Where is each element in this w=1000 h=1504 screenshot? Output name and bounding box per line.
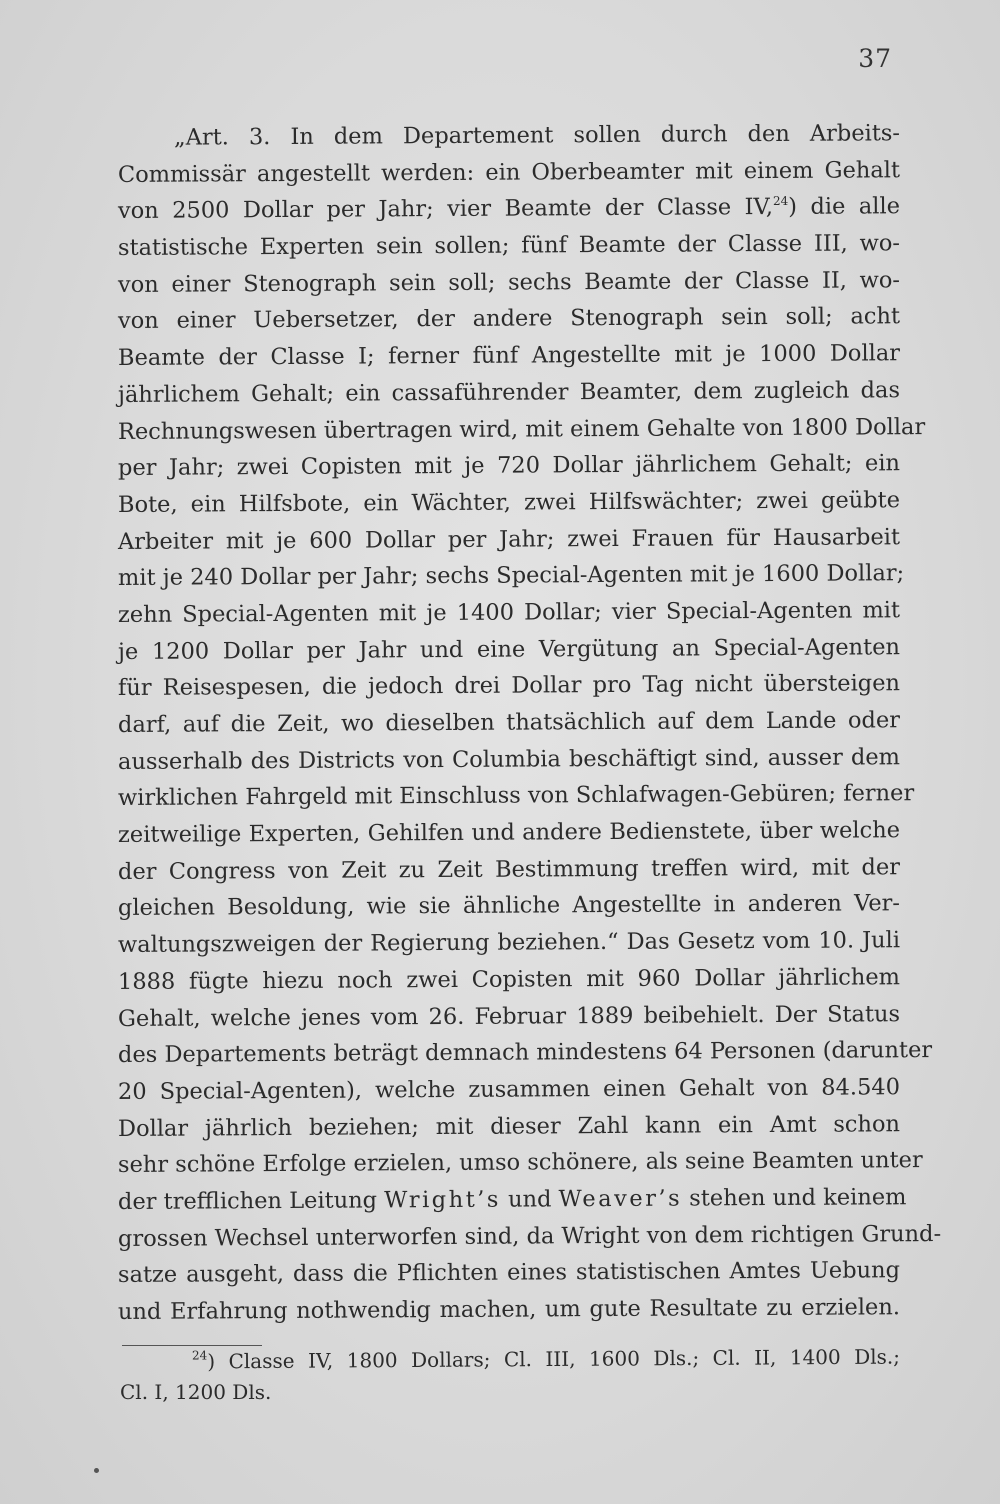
text-line: grossen Wechsel unterworfen sind, da Wright von dem richtigen Grund- [117,1220,942,1252]
text-line: zehn Special-Agenten mit je 1400 Dollar; vier Special-Agenten mit [117,597,901,628]
text-line [118,189,900,230]
text-line: Commissär angestellt werden: ein Oberbeamter mit einem Gehalt [117,156,901,188]
text-segment: der trefflichen Leitung [117,1187,378,1215]
text-line: jährlichem Gehalt; ein cassaführender Beamter, dem zugleich das [117,377,901,408]
text-line: 20 Special-Agenten), welche zusammen einen Gehalt von 84.540 [117,1074,901,1105]
text-line: statistische Experten sein sollen; fünf Beamte der Classe III, wo- [117,230,901,262]
text-line: satze ausgeht, dass die Pflichten eines statistischen Amtes Uebung [117,1257,901,1289]
text-segment: von 2500 Dollar per Jahr; vier Beamte der Classe IV, [117,194,774,225]
footnote-text: ) Classe IV, 1800 Dollars; Cl. III, 1600 Dls.; Cl. II, 1400 Dls.; [207,1344,901,1374]
text-line: mit je 240 Dollar per Jahr; sechs Special-Agenten mit je 1600 Dollar; [117,560,905,592]
footnote-reference: 24 [772,194,789,209]
text-segment: und [507,1186,552,1213]
text-line: Gehalt, welche jenes vom 26. Februar 1889 beibehielt. Der Status [117,1000,901,1032]
text-line: ausserhalb des Districts von Columbia beschäftigt sind, ausser dem [117,743,901,775]
text-line: Arbeiter mit je 600 Dollar per Jahr; zwei Frauen für Hausarbeit [117,523,901,555]
text-line: von einer Stenograph sein soll; sechs Beamte der Classe II, wo- [117,266,901,298]
text-line: Rechnungswesen übertragen wird, mit einem Gehalte von 1800 Dollar [117,413,926,445]
text-line: waltungszweigen der Regierung beziehen.“ Das Gesetz vom 10. Juli [117,927,901,959]
spaced-name: Weaver’s [558,1185,683,1213]
text-line: von einer Uebersetzer, der andere Stenograph sein soll; acht [117,303,901,335]
text-line: Dollar jährlich beziehen; mit dieser Zahl kann ein Amt schon [117,1110,901,1142]
text-line: für Reisespesen, die jedoch drei Dollar pro Tag nicht übersteigen [117,670,901,702]
text-line: Bote, ein Hilfsbote, ein Wächter, zwei Hilfswächter; zwei geübte [117,487,901,518]
text-line: wirklichen Fahrgeld mit Einschluss von Schlafwagen-Gebüren; ferner [117,780,915,812]
text-line: Beamte der Classe I; ferner fünf Angestellte mit je 1000 Dollar [117,340,901,372]
text-line [117,1179,907,1220]
text-line: 1888 fügte hiezu noch zwei Copisten mit 960 Dollar jährlichem [117,964,901,995]
text-line: zeitweilige Experten, Gehilfen und andere Bedienstete, über welche [117,817,901,849]
text-line: gleichen Besoldung, wie sie ähnliche Angestellte in anderen Ver- [117,890,901,922]
text-line: per Jahr; zwei Copisten mit je 720 Dollar jährlichem Gehalt; ein [117,450,901,482]
text-line: je 1200 Dollar per Jahr und eine Vergütung an Special-Agenten [117,633,901,665]
page-number: 37 [858,44,892,73]
text-line: „Art. 3. In dem Departement sollen durch den Arbeits- [173,120,901,151]
text-line: sehr schöne Erfolge erzielen, umso schönere, als seine Beamten unter [117,1147,923,1179]
footnote-line: Cl. I, 1200 Dls. [120,1380,272,1404]
body-text [117,120,942,1331]
text-segment: stehen und keinem [689,1184,907,1212]
text-line: der Congress von Zeit zu Zeit Bestimmung treffen wird, mit der [117,853,901,885]
footnote-line [120,1342,900,1377]
ink-speck [94,1468,99,1473]
text-line: darf, auf die Zeit, wo dieselben thatsächlich auf dem Lande oder [117,707,901,738]
spaced-name: Wright’s [384,1186,501,1214]
footnote-marker: 24 [191,1348,208,1363]
footnote [120,1344,901,1407]
text-line: des Departements beträgt demnach mindestens 64 Personen (darunter [117,1037,933,1069]
text-segment: ) die alle [788,193,901,221]
text-line: und Erfahrung nothwendig machen, um gute Resultate zu erzielen. [117,1294,901,1325]
